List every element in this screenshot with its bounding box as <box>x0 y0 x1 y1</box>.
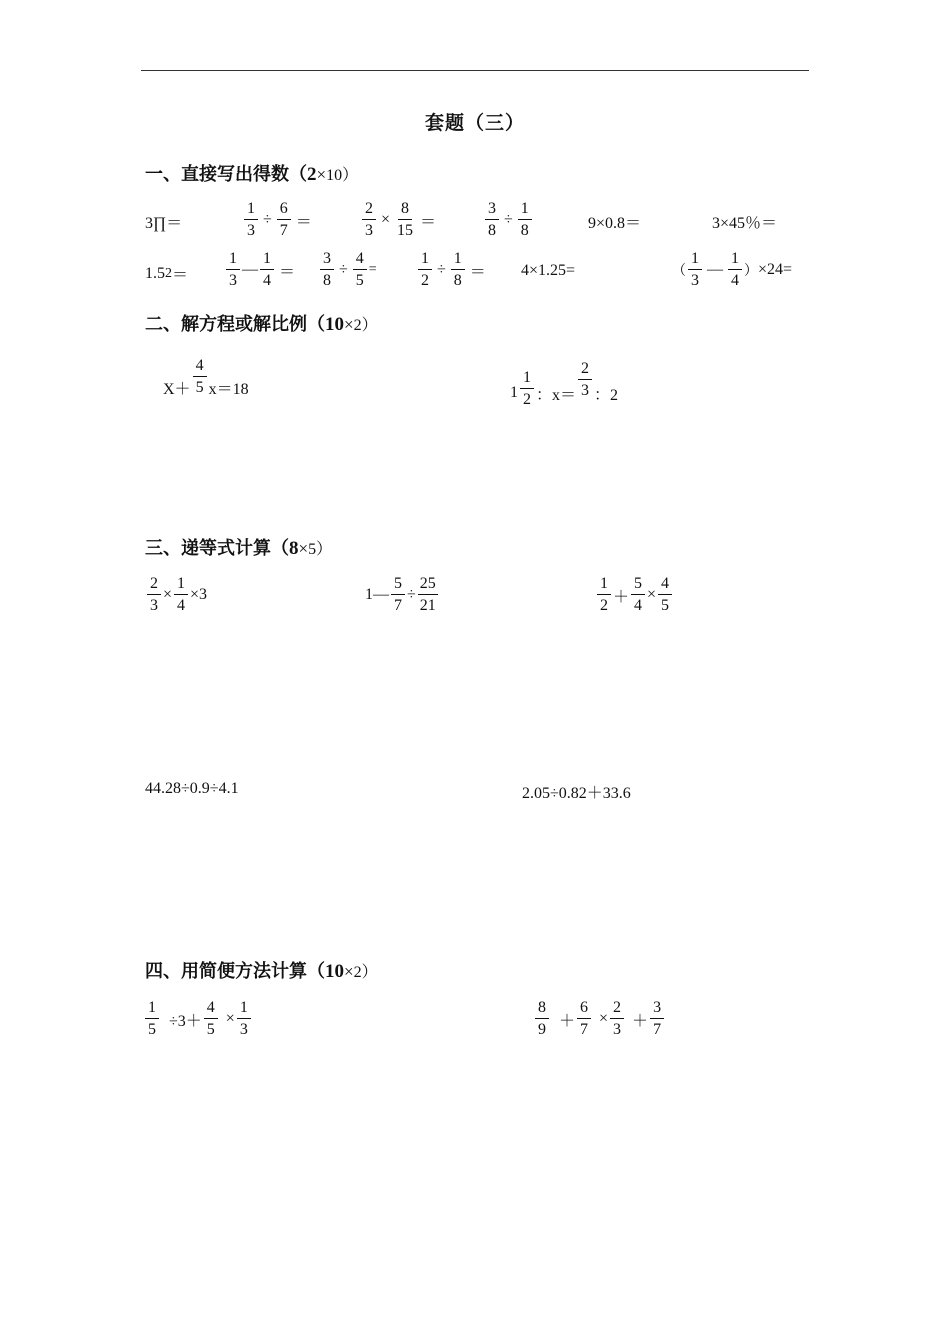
equals-sign: ＝ <box>469 263 486 281</box>
denominator: 8 <box>453 272 462 289</box>
equals-sign: ＝ <box>172 267 189 284</box>
s3-expr-2 <box>365 576 440 614</box>
fraction <box>418 251 432 289</box>
s1-expr-11 <box>521 262 575 280</box>
operator: × <box>599 1010 609 1027</box>
section-heading-text: 一、直接写出得数（ <box>145 164 307 185</box>
section-close-paren: ） <box>316 541 333 558</box>
section-close-paren: ） <box>342 167 359 184</box>
numerator: 2 <box>578 361 592 380</box>
numerator: 2 <box>147 576 161 595</box>
denominator: 3 <box>229 272 237 289</box>
numerator: 3 <box>485 201 499 220</box>
denominator: 3 <box>691 272 699 289</box>
denominator: 5 <box>355 272 364 289</box>
fraction <box>237 1000 251 1038</box>
numerator: 5 <box>631 576 645 595</box>
numerator: 6 <box>577 1000 591 1019</box>
numerator: 4 <box>193 358 207 377</box>
equals-sign: ＝ <box>279 263 296 281</box>
denominator: 9 <box>538 1021 546 1038</box>
numerator: 1 <box>518 201 532 220</box>
expr-text: 3∏＝ <box>145 215 183 232</box>
fraction <box>688 251 702 289</box>
denominator: 3 <box>613 1021 622 1038</box>
section-4-heading <box>145 957 378 983</box>
fraction <box>610 1000 624 1038</box>
denominator: 8 <box>520 222 529 239</box>
operator: ÷ <box>407 586 416 603</box>
s1-expr-9 <box>318 251 377 289</box>
expr-tail: ×3 <box>190 586 208 603</box>
expr-text: 4×1.25= <box>521 262 576 279</box>
top-rule <box>141 70 809 71</box>
section-score: 2 <box>307 164 317 185</box>
section-close-paren: ） <box>361 317 378 334</box>
open-paren: （ <box>672 264 686 279</box>
numerator: 4 <box>353 251 367 270</box>
expr-text: 44.28÷0.9÷4.1 <box>145 780 239 797</box>
numerator: 1 <box>174 576 188 595</box>
s2-equation-1 <box>163 354 249 399</box>
denominator: 7 <box>653 1021 662 1038</box>
fraction <box>277 201 291 239</box>
equals-sign: ＝ <box>295 213 312 231</box>
fraction <box>577 1000 591 1038</box>
numerator: 3 <box>650 1000 664 1019</box>
section-heading-text: 二、解方程或解比例（ <box>145 314 325 335</box>
expr-text: ÷3＋ <box>169 1012 202 1030</box>
operator: × <box>381 211 391 228</box>
expr-exponent: 2 <box>165 265 172 281</box>
numerator: 6 <box>277 201 291 220</box>
operator: ÷ <box>263 211 272 228</box>
section-1-heading <box>145 160 358 186</box>
fraction <box>597 576 611 614</box>
fraction <box>451 251 465 289</box>
fraction <box>391 576 405 614</box>
denominator: 4 <box>177 597 186 614</box>
fraction <box>650 1000 664 1038</box>
section-heading-text: 三、递等式计算（ <box>145 538 289 559</box>
denominator: 7 <box>580 1021 589 1038</box>
denominator: 5 <box>661 597 670 614</box>
operator: ÷ <box>437 261 446 278</box>
operator: ＋ <box>632 1012 649 1030</box>
fraction <box>353 251 367 289</box>
s4-expr-2 <box>533 1000 666 1038</box>
equals-sign: ＝ <box>420 213 437 231</box>
numerator: 1 <box>597 576 611 595</box>
s1-expr-7 <box>145 262 188 285</box>
s4-expr-1 <box>143 1000 253 1038</box>
s3-expr-5 <box>522 780 631 803</box>
s1-expr-4 <box>483 201 534 239</box>
times-sign: × <box>316 165 327 184</box>
denominator: 5 <box>148 1021 156 1038</box>
fraction <box>578 361 592 399</box>
section-count: 2 <box>353 964 362 981</box>
fraction <box>520 370 534 408</box>
fraction <box>193 358 207 396</box>
fraction <box>226 251 240 289</box>
expr-text: 2.05÷0.82＋33.6 <box>522 785 631 802</box>
fraction <box>631 576 645 614</box>
denominator: 5 <box>195 378 204 396</box>
fraction <box>320 251 334 289</box>
operator: ＋ <box>613 588 630 606</box>
denominator: 8 <box>323 272 331 289</box>
expr-text: ：2 <box>594 386 619 404</box>
operator: × <box>163 586 173 603</box>
numerator: 8 <box>398 201 412 220</box>
operator: ÷ <box>504 211 513 228</box>
expr-base: 1.5 <box>145 264 165 282</box>
numerator: 1 <box>728 251 742 270</box>
s1-expr-10 <box>416 251 489 289</box>
operator: — <box>242 261 258 278</box>
numerator: 1 <box>260 251 274 270</box>
denominator: 4 <box>731 272 739 289</box>
denominator: 4 <box>263 272 271 289</box>
section-3-heading <box>145 534 332 560</box>
numerator: 1 <box>244 201 258 220</box>
denominator: 3 <box>581 382 590 399</box>
s1-expr-5 <box>588 210 641 233</box>
s3-expr-4 <box>145 780 239 798</box>
numerator: 2 <box>610 1000 624 1019</box>
operator: × <box>647 586 657 603</box>
fraction <box>244 201 258 239</box>
denominator: 2 <box>421 272 429 289</box>
fraction <box>362 201 376 239</box>
numerator: 1 <box>451 251 465 270</box>
fraction <box>518 201 532 239</box>
numerator: 5 <box>391 576 405 595</box>
section-score: 8 <box>289 538 299 559</box>
denominator: 5 <box>206 1021 215 1038</box>
times-sign: × <box>344 315 354 334</box>
fraction <box>395 201 415 239</box>
times-sign: × <box>344 962 354 981</box>
numerator: 1 <box>688 251 702 270</box>
section-close-paren: ） <box>361 964 378 981</box>
expr-text: 9×0.8＝ <box>588 215 642 232</box>
fraction <box>260 251 274 289</box>
fraction <box>658 576 672 614</box>
section-score: 10 <box>325 961 344 982</box>
section-count: 5 <box>308 541 317 558</box>
numerator: 1 <box>418 251 432 270</box>
expr-text: 3×45％＝ <box>712 215 778 232</box>
close-paren: ） <box>744 264 758 279</box>
whole-number: 1 <box>510 384 518 401</box>
fraction <box>418 576 438 614</box>
operator: — <box>707 261 723 278</box>
s1-expr-3 <box>360 201 439 239</box>
s1-expr-2 <box>242 201 315 239</box>
numerator: 8 <box>535 1000 549 1019</box>
denominator: 15 <box>397 222 414 239</box>
page-title: 套题（三） <box>424 112 525 134</box>
s1-expr-8 <box>224 251 298 289</box>
numerator: 1 <box>520 370 534 389</box>
fraction <box>728 251 742 289</box>
denominator: 2 <box>600 597 608 614</box>
denominator: 21 <box>419 597 436 614</box>
expr-tail: ×24= <box>758 261 793 278</box>
operator: ÷ <box>339 261 348 278</box>
section-score: 10 <box>325 314 344 335</box>
fraction <box>204 1000 218 1038</box>
denominator: 3 <box>150 597 158 614</box>
denominator: 2 <box>523 391 531 408</box>
times-sign: × <box>298 539 309 558</box>
expr-text: X＋ <box>163 381 191 398</box>
denominator: 3 <box>365 222 373 239</box>
numerator: 2 <box>362 201 376 220</box>
operator: × <box>225 1010 235 1027</box>
s1-expr-6 <box>712 210 777 233</box>
fraction <box>535 1000 549 1038</box>
section-2-heading <box>145 310 378 336</box>
denominator: 3 <box>239 1021 248 1038</box>
fraction <box>147 576 161 614</box>
section-heading-text: 四、用简便方法计算（ <box>145 961 325 982</box>
section-count: 10 <box>326 167 343 184</box>
denominator: 7 <box>279 222 288 239</box>
equals-sign: = <box>368 262 377 277</box>
s3-expr-3 <box>595 576 674 614</box>
denominator: 4 <box>634 597 643 614</box>
numerator: 1 <box>237 1000 251 1019</box>
expr-text: 1— <box>365 586 389 603</box>
denominator: 3 <box>247 222 255 239</box>
s2-proportion-1 <box>510 352 618 408</box>
operator: ＋ <box>559 1012 576 1030</box>
fraction <box>174 576 188 614</box>
numerator: 1 <box>145 1000 159 1019</box>
numerator: 4 <box>658 576 672 595</box>
denominator: 7 <box>394 597 402 614</box>
expr-text: ：x＝ <box>536 386 577 404</box>
s1-expr-12 <box>672 251 792 289</box>
denominator: 8 <box>488 222 496 239</box>
expr-text: x＝18 <box>208 381 249 398</box>
s1-expr-1 <box>145 210 182 233</box>
numerator: 3 <box>320 251 334 270</box>
section-count: 2 <box>353 317 362 334</box>
fraction <box>145 1000 159 1038</box>
numerator: 4 <box>204 1000 218 1019</box>
numerator: 1 <box>226 251 240 270</box>
fraction <box>485 201 499 239</box>
numerator: 25 <box>418 576 438 595</box>
s3-expr-1 <box>145 576 207 614</box>
